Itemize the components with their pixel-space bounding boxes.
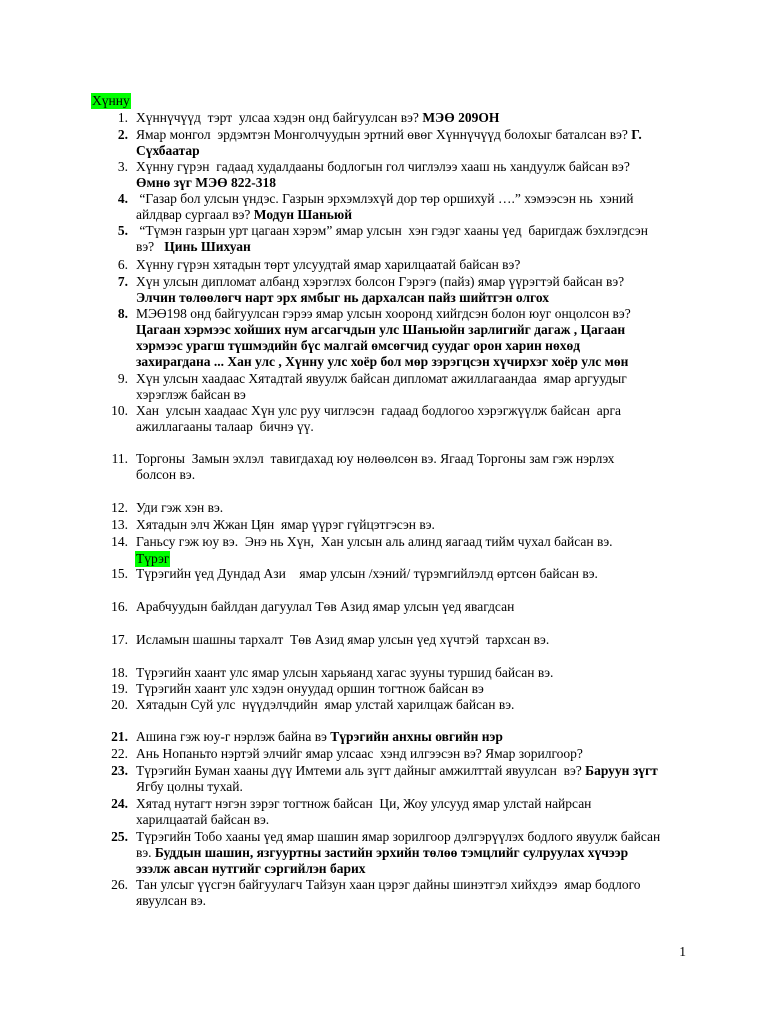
question-number: 3. [117, 159, 128, 174]
question-number: 22. [111, 746, 128, 761]
question-number: 5. [117, 223, 128, 238]
question-number: 20. [111, 697, 128, 712]
question-text: Уди гэж хэн вэ. [136, 500, 224, 515]
question-text: “Газар бол улсын үндэс. Газрын эрхэмлэхүй дор төр оршихуй ….” хэмээсэн нь хэний айлдвар сургаал вэ? Модун Шаньюй [136, 191, 634, 222]
question-number: 4. [117, 191, 128, 206]
question-text: Исламын шашны тархалт Төв Азид ямар улсын үед хүчтэй тархсан вэ. [136, 632, 550, 647]
question-text: Арабчуудын байлдан дагуулал Төв Азид ямар улсын үед явагдсан [136, 599, 515, 614]
question-number: 7. [117, 274, 128, 289]
question-number: 25. [111, 829, 128, 844]
section-header-tureg: Түрэг [136, 551, 170, 566]
question-number: 24. [111, 796, 128, 811]
question-number: 18. [111, 665, 128, 680]
question-number: 13. [111, 517, 128, 532]
question-number: 10. [111, 403, 128, 418]
question-number: 26. [111, 877, 128, 892]
question-text: Ашина гэж юу-г нэрлэж байна вэ Түрэгийн анхны овгийн нэр [136, 729, 503, 744]
question-text: Түрэгийн үед Дундад Ази ямар улсын /хэний/ түрэмгийлэлд өртсөн байсан вэ. [136, 566, 598, 581]
question-number: 11. [111, 451, 128, 466]
question-number: 16. [111, 599, 128, 614]
question-text: Хүнну гүрэн гадаад худалдааны бодлогын гол чиглэлээ хааш нь хандуулж байсан вэ? Өмнө зүг МЭӨ 822-318 [136, 159, 630, 190]
question-text: Хүн улсын хаадаас Хятадтай явуулж байсан дипломат ажиллагаандаа ямар аргуудыг хэрэглэж байсан вэ [136, 371, 627, 402]
question-number: 14. [111, 534, 128, 549]
question-number: 2. [117, 127, 128, 142]
question-text: Хятадын Суй улс нүүдэлчдийн ямар улстай харилцаж байсан вэ. [136, 697, 515, 712]
question-text: Түрэгийн хаант улс хэдэн онуудад оршин тогтнож байсан вэ [136, 681, 484, 696]
question-text: Түрэгийн Буман хааны дүү Имтеми аль зүгт дайныг амжилттай явуулсан вэ? Баруун зүгт Ягбу цолны тухай. [136, 763, 658, 794]
question-text: Ямар монгол эрдэмтэн Монголчуудын эртний өвөг Хүннүчүүд болохыг баталсан вэ? Г. Сүхбаатар [136, 127, 642, 158]
question-text: Түрэгийн Тобо хааны үед ямар шашин ямар зорилгоор дэлгэрүүлэх бодлого явуулж байсан вэ. Буддын шашин, язгууртны застийн эрхийн төлөө тэмцлийг сулруулах хүчээр эзэлж авсан нутгийг сэргийлэн барих [136, 829, 661, 876]
question-number: 17. [111, 632, 128, 647]
question-text: Хятад нутагт нэгэн зэрэг тогтнож байсан Ци, Жоу улсууд ямар улстай найрсан харилцаатай байсан вэ. [136, 796, 592, 827]
question-text: Тан улсыг үүсгэн байгуулагч Тайзун хаан цэрэг дайны шинэтгэл хийхдээ ямар бодлого явуулсан вэ. [136, 877, 641, 908]
question-text: Хятадын элч Жжан Цян ямар үүрэг гүйцэтгэсэн вэ. [136, 517, 435, 532]
question-text: Хүн улсын дипломат албанд хэрэглэх болсон Гэрэгэ (пайз) ямар үүрэгтэй байсан вэ? Элчин төлөөлөгч нарт эрх ямбыг нь дархалсан пайз шийтгэн олгох [136, 274, 625, 305]
question-number: 23. [111, 763, 128, 778]
question-text: Хүннүчүүд тэрт улсаа хэдэн онд байгуулсан вэ? МЭӨ 209ОН [136, 110, 500, 125]
section-header-hunnu: Хүнну [92, 93, 130, 108]
question-number: 12. [111, 500, 128, 515]
question-text: Ань Нопаньто нэртэй элчийг ямар улсаас хэнд илгээсэн вэ? Ямар зорилгоор? [136, 746, 583, 761]
question-number: 21. [111, 729, 128, 744]
question-number: 9. [117, 371, 128, 386]
question-text: Хүнну гүрэн хятадын төрт улсуудтай ямар харилцаатай байсан вэ? [136, 257, 521, 272]
question-text: “Түмэн газрын урт цагаан хэрэм” ямар улсын хэн гэдэг хааны үед баригдаж бэхлэгдсэн вэ? Цинь Шихуан [136, 223, 648, 254]
page-number: 1 [679, 944, 686, 959]
question-text: Түрэгийн хаант улс ямар улсын харьяанд хагас зууны туршид байсан вэ. [136, 665, 554, 680]
question-number: 19. [111, 681, 128, 696]
question-text: МЭӨ198 онд байгуулсан гэрээ ямар улсын хооронд хийгдсэн болон юуг онцолсон вэ? Цагаан хэрмээс хойших нум агсагчдын улс Шаньюйн зарлигийг дагаж , Цагаан хэрмээс урагш түшмэдийн бүс малгай өмсөгчид суудаг орон харин нөхөд захирагдана ... Хан улс , Хүнну улс хоёр бол мөр зэрэгцсэн хүчирхэг хоёр улс мөн [136, 306, 631, 369]
question-number: 15. [111, 566, 128, 581]
question-text: Ганьсу гэж юу вэ. Энэ нь Хүн, Хан улсын аль алинд яагаад тийм чухал байсан вэ. [136, 534, 613, 549]
question-number: 6. [117, 257, 128, 272]
question-number: 8. [117, 306, 128, 321]
question-number: 1. [117, 110, 128, 125]
question-text: Торгоны Замын эхлэл тавигдахад юу нөлөөлсөн вэ. Ягаад Торгоны зам гэж нэрлэх болсон вэ. [136, 451, 615, 482]
question-text: Хан улсын хаадаас Хүн улс руу чиглэсэн гадаад бодлогоо хэрэгжүүлж байсан арга ажиллагааны талаар бичнэ үү. [136, 403, 621, 434]
